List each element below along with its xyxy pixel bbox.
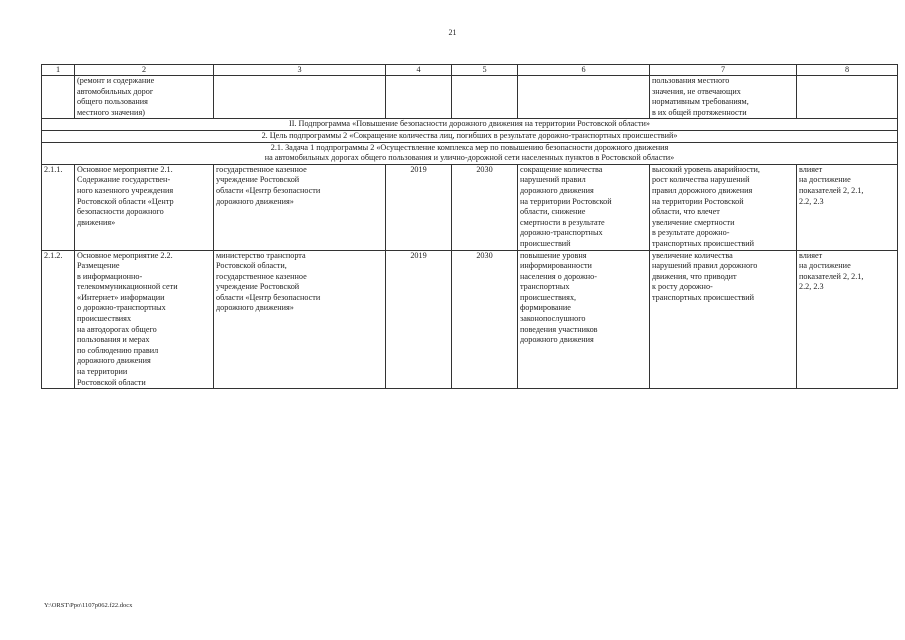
subprogram-title: II. Подпрограмма «Повышение безопасности дорожного движения на территории Ростовской области» (42, 119, 898, 131)
measure-expected-result: повышение уровня информированности населения о дорожно- транспортных происшествиях, формирование законопослушного поведения участников дорожного движения (518, 250, 650, 389)
goal-row (42, 130, 898, 142)
table-cell: пользования местного значения, не отвечающих нормативным требованиям, в их общей протяженности (650, 76, 797, 119)
column-number: 1 (42, 65, 75, 76)
measure-start-year: 2019 (386, 164, 452, 250)
measure-indicator-link: влияет на достижение показателей 2, 2.1, 2.2, 2.3 (797, 250, 898, 389)
measure-number: 2.1.1. (42, 164, 75, 250)
column-number: 4 (386, 65, 452, 76)
table-cell (797, 76, 898, 119)
goal-title: 2. Цель подпрограммы 2 «Сокращение количества лиц, погибших в результате дорожно-транспортных происшествий» (42, 130, 898, 142)
measure-consequences: высокий уровень аварийности, рост количества нарушений правил дорожного движения на территории Ростовской области, что влечет увеличение смертности в результате дорожно- транспортных происшествий (650, 164, 797, 250)
measure-number: 2.1.2. (42, 250, 75, 389)
table-cell (42, 76, 75, 119)
column-number: 5 (452, 65, 518, 76)
measure-expected-result: сокращение количества нарушений правил дорожного движения на территории Ростовской области, снижение смертности в результате дорожно-транспортных происшествий (518, 164, 650, 250)
table-cell (386, 76, 452, 119)
measure-start-year: 2019 (386, 250, 452, 389)
column-number-row (42, 65, 898, 76)
table-row (42, 164, 898, 250)
table-cell (452, 76, 518, 119)
measure-name: Основное мероприятие 2.2. Размещение в информационно- телекоммуникационной сети «Интернет» информации о дорожно-транспортных происшествиях на автодорогах общего пользования и мерах по соблюдению правил дорожного движения на территории Ростовской области (75, 250, 214, 389)
subprogram-row (42, 119, 898, 131)
column-number: 8 (797, 65, 898, 76)
measures-table (41, 64, 898, 389)
table-cell (214, 76, 386, 119)
measure-end-year: 2030 (452, 250, 518, 389)
measure-executor: государственное казенное учреждение Ростовской области «Центр безопасности дорожного движения» (214, 164, 386, 250)
column-number: 2 (75, 65, 214, 76)
column-number: 3 (214, 65, 386, 76)
table-cell (518, 76, 650, 119)
task-title: 2.1. Задача 1 подпрограммы 2 «Осуществление комплекса мер по повышению безопасности дорожного движения на автомобильных дорогах общего пользования и улично-дорожной сети населенных пунктов в Ростовской области» (42, 142, 898, 164)
column-number: 7 (650, 65, 797, 76)
task-row (42, 142, 898, 164)
measure-end-year: 2030 (452, 164, 518, 250)
page-number: 21 (448, 28, 457, 37)
file-path-footer: Y:\ORST\Ppo\1107p062.f22.docx (44, 602, 133, 609)
table-row (42, 250, 898, 389)
measure-name: Основное мероприятие 2.1. Содержание государствен- ного казенного учреждения Ростовской области «Центр безопасности дорожного движения» (75, 164, 214, 250)
continuation-row (42, 76, 898, 119)
measure-executor: министерство транспорта Ростовской области, государственное казенное учреждение Ростовской области «Центр безопасности дорожного движения» (214, 250, 386, 389)
table-cell: (ремонт и содержание автомобильных дорог общего пользования местного значения) (75, 76, 214, 119)
measure-indicator-link: влияет на достижение показателей 2, 2.1, 2.2, 2.3 (797, 164, 898, 250)
column-number: 6 (518, 65, 650, 76)
measure-consequences: увеличение количества нарушений правил дорожного движения, что приводит к росту дорожно- транспортных происшествий (650, 250, 797, 389)
